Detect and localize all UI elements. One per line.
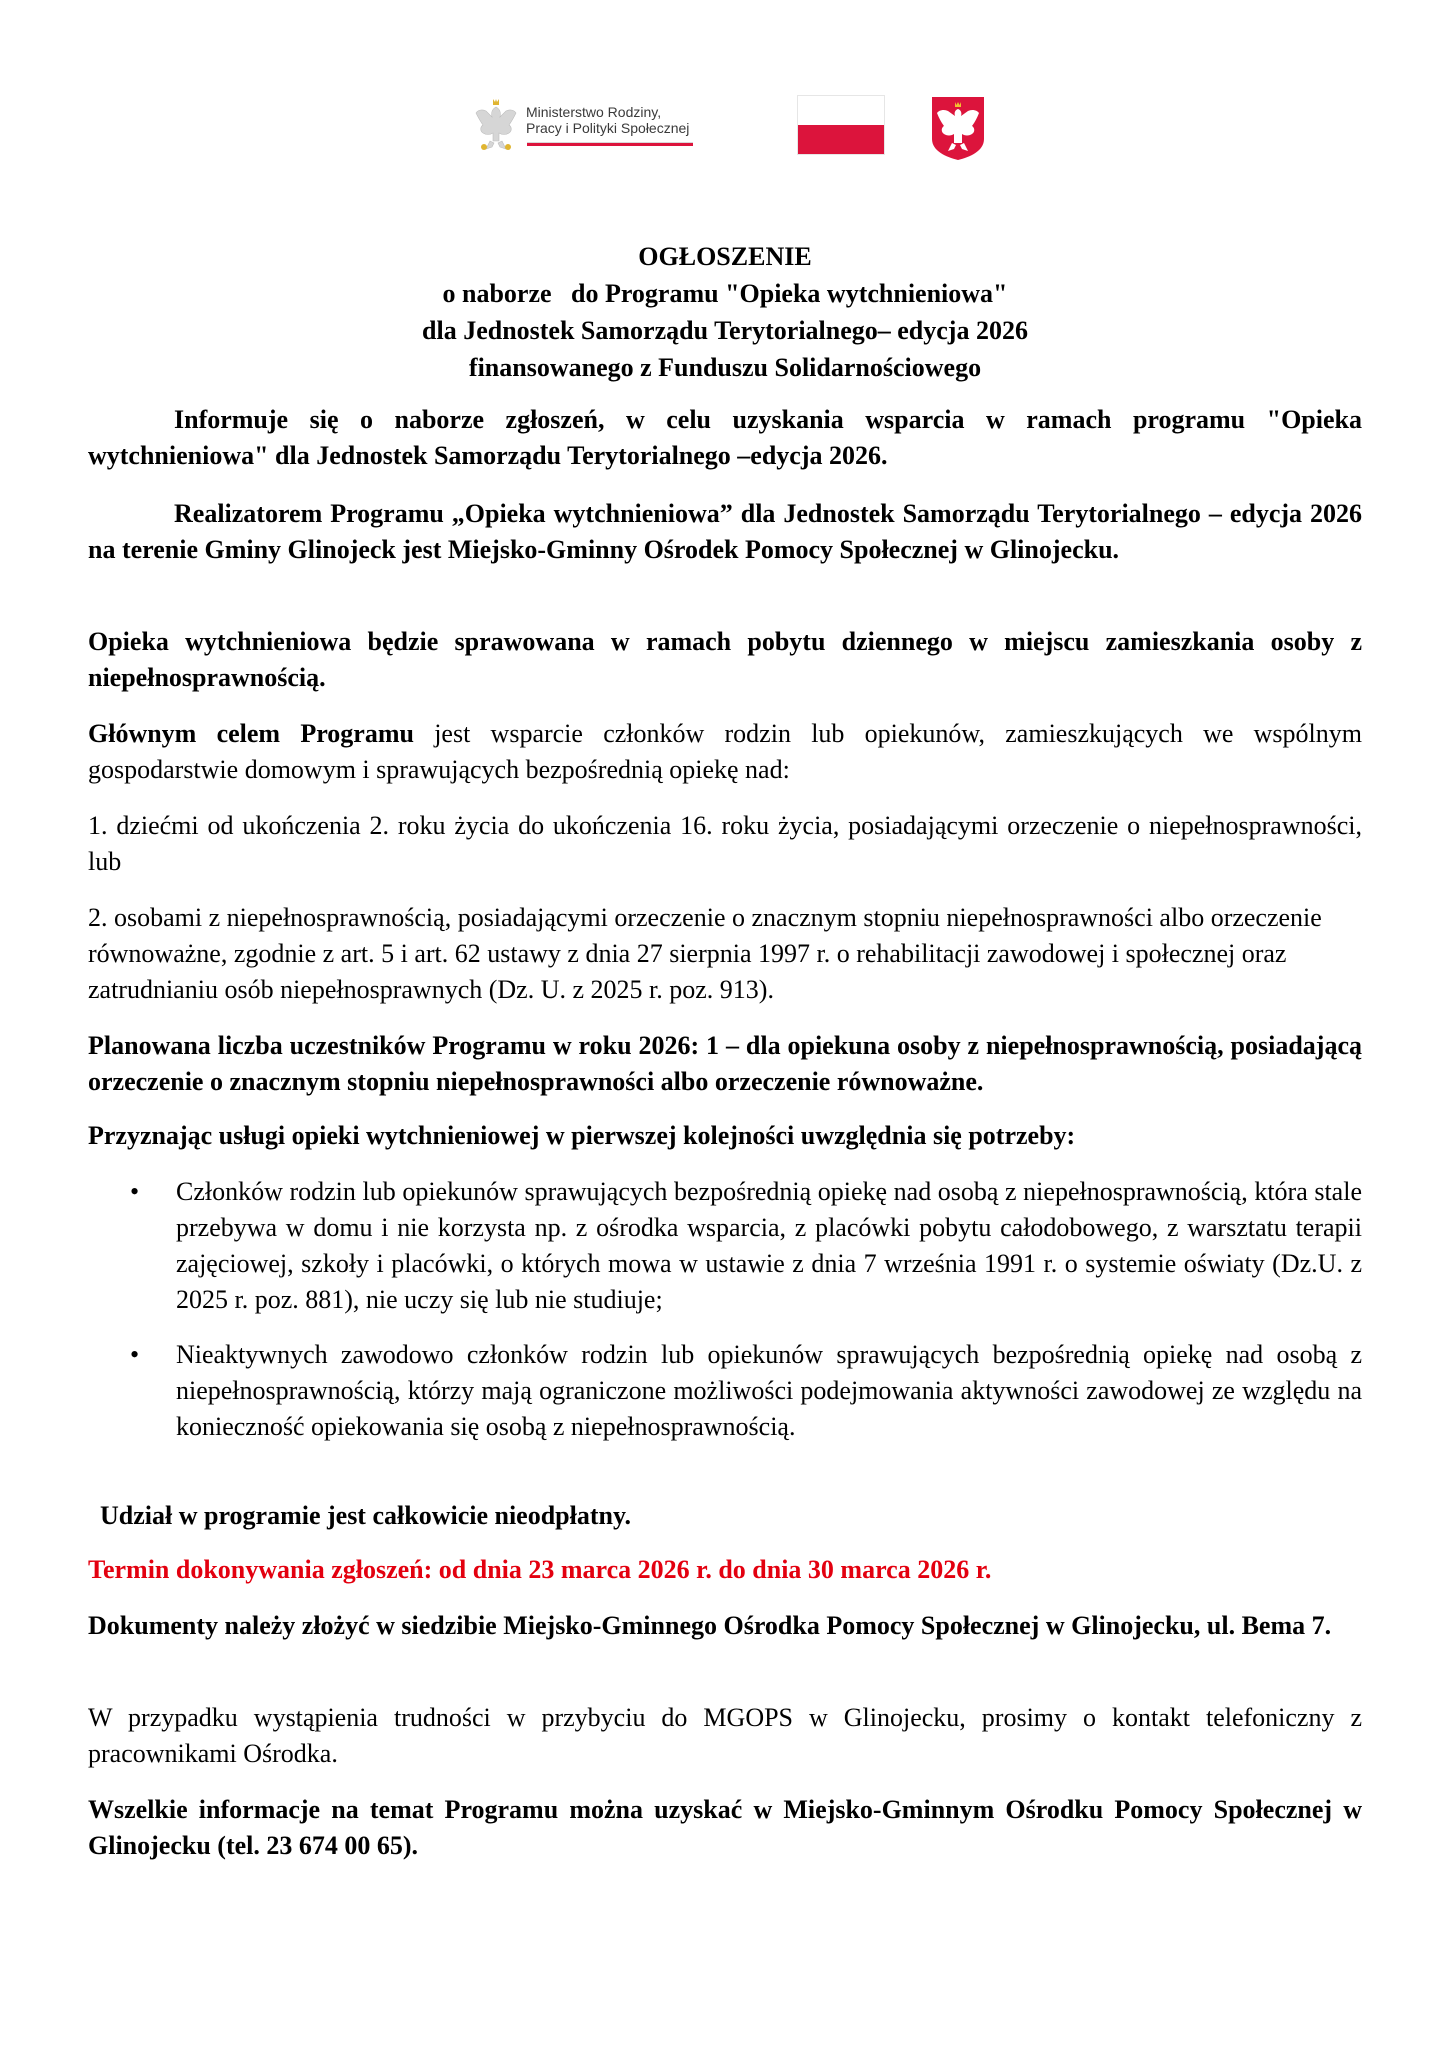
realizator-paragraph: Realizatorem Programu „Opieka wytchnieniowa” dla Jednostek Samorządu Terytorialnego – edycja 2026 na terenie Gminy Glinojeck jest Miejsko-Gminny Ośrodek Pomocy Społecznej w Glinojecku. xyxy=(88,499,1362,564)
contact-info-paragraph: Wszelkie informacje na temat Programu można uzyskać w Miejsko-Gminnym Ośrodku Pomocy Społecznej w Glinojecku (tel. 23 674 00 65). xyxy=(88,1795,1362,1860)
eligibility-item-1: 1. dziećmi od ukończenia 2. roku życia do ukończenia 16. roku życia, posiadającymi orzeczenie o niepełnosprawności, lub xyxy=(88,811,1362,876)
goal-paragraph xyxy=(88,716,1362,788)
bullet-icon: • xyxy=(130,1177,140,1206)
ministry-name: Ministerstwo Rodziny, Pracy i Polityki Społecznej xyxy=(526,104,690,136)
priority-heading: Przyznając usługi opieki wytchnieniowej w pierwszej kolejności uwzględnia się potrzeby: xyxy=(88,1121,1076,1150)
goal-text: jest wsparcie członków rodzin lub opiekunów, zamieszkujących we wspólnym gospodarstwie domowym i sprawujących bezpośrednią opiekę nad: xyxy=(88,719,1362,784)
logo-header xyxy=(0,92,1448,164)
goal-bold-label: Głównym celem Programu xyxy=(88,719,414,748)
free-of-charge-notice: Udział w programie jest całkowicie nieodpłatny. xyxy=(100,1501,632,1530)
priority-list-item: • Nieaktywnych zawodowo członków rodzin lub opiekunów sprawujących bezpośrednią opiekę nad osobą z niepełnosprawnością, którzy mają ograniczone możliwości podejmowania aktywności zawodowej ze względu na konieczność opiekowania się osobą z niepełnosprawnością. xyxy=(88,1337,1362,1445)
ministry-rule xyxy=(527,142,693,146)
ministry-logo xyxy=(474,97,714,157)
announcement-title xyxy=(88,238,1362,386)
title-subtitle-1: o naborze do Programu "Opieka wytchnieniowa" xyxy=(442,279,1008,308)
title-subtitle-2: dla Jednostek Samorządu Terytorialnego– edycja 2026 xyxy=(422,316,1028,345)
priority-list-item: • Członków rodzin lub opiekunów sprawujących bezpośrednią opiekę nad osobą z niepełnosprawnością, która stale przebywa w domu i nie korzysta np. z ośrodka wsparcia, z placówki pobytu całodobowego, z warsztatu terapii zajęciowej, szkoły i placówki, o których mowa w ustawie z dnia 7 września 1991 r. o systemie oświaty (Dz.U. z 2025 r. poz. 881), nie uczy się lub nie studiuje; xyxy=(88,1174,1362,1318)
difficulty-paragraph: W przypadku wystąpienia trudności w przybyciu do MGOPS w Glinojecku, prosimy o kontakt telefoniczny z pracownikami Ośrodka. xyxy=(88,1703,1362,1768)
documents-paragraph: Dokumenty należy złożyć w siedzibie Miejsko-Gminnego Ośrodka Pomocy Społecznej w Glinojecku, ul. Bema 7. xyxy=(88,1611,1332,1640)
deadline-notice: Termin dokonywania zgłoszeń: od dnia 23 marca 2026 r. do dnia 30 marca 2026 r. xyxy=(88,1555,992,1584)
priority-list xyxy=(88,1174,1362,1445)
polish-coat-of-arms-icon xyxy=(930,95,986,161)
polish-flag-icon xyxy=(797,95,885,155)
participants-paragraph: Planowana liczba uczestników Programu w roku 2026: 1 – dla opiekuna osoby z niepełnosprawnością, posiadającą orzeczenie o znacznym stopniu niepełnosprawności albo orzeczenie równoważne. xyxy=(88,1031,1362,1096)
ministry-eagle-icon xyxy=(474,97,518,153)
title-heading: OGŁOSZENIE xyxy=(638,242,812,271)
eligibility-item-2: 2. osobami z niepełnosprawnością, posiadającymi orzeczenie o znacznym stopniu niepełnosprawności albo orzeczenie równoważne, zgodnie z art. 5 i art. 62 ustawy z dnia 27 sierpnia 1997 r. o rehabilitacji zawodowej i społecznej oraz zatrudnianiu osób niepełnosprawnych (Dz. U. z 2025 r. poz. 913). xyxy=(88,903,1322,1004)
care-mode-paragraph: Opieka wytchnieniowa będzie sprawowana w ramach pobytu dziennego w miejscu zamieszkania osoby z niepełnosprawnością. xyxy=(88,627,1362,692)
bullet-icon: • xyxy=(130,1340,140,1369)
title-subtitle-3: finansowanego z Funduszu Solidarnościowego xyxy=(468,353,982,382)
intro-paragraph: Informuje się o naborze zgłoszeń, w celu uzyskania wsparcia w ramach programu "Opieka wytchnieniowa" dla Jednostek Samorządu Terytorialnego –edycja 2026. xyxy=(88,405,1362,470)
